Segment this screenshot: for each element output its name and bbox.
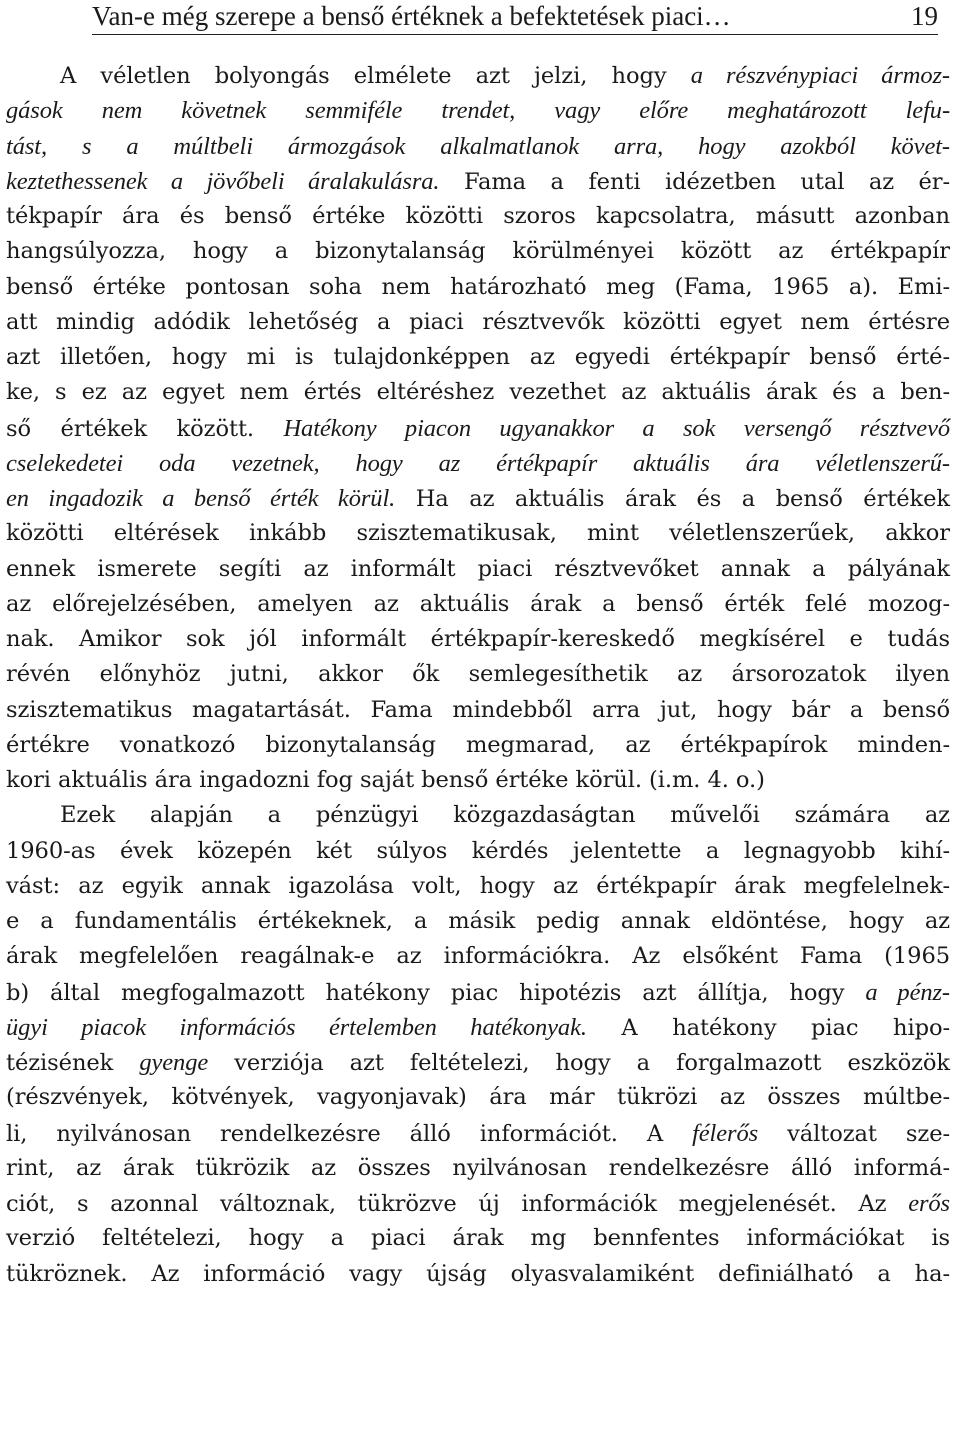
text-line: [6, 375, 950, 410]
text-segment: közötti eltérések inkább szisztematikusak, mint véletlenszerűek, akkor: [6, 520, 950, 547]
italic-text: keztethessenek a jövőbeli áralakulásra.: [6, 167, 440, 195]
text-segment: rint, az árak tükrözik az összes nyilvánosan rendelkezésre álló informá-: [6, 1154, 950, 1181]
text-line: [6, 58, 950, 93]
italic-text: félerős: [692, 1119, 759, 1147]
text-line: [6, 340, 950, 375]
text-segment: változat sze-: [758, 1120, 950, 1147]
text-line: [6, 1221, 950, 1256]
text-segment: e a fundamentális értékeknek, a másik pedig annak eldöntése, hogy az: [6, 908, 950, 934]
text-line: [6, 1151, 950, 1186]
text-segment: kori aktuális ára ingadozni fog saját benső értéke körül. (i.m. 4. o.): [6, 767, 765, 793]
text-line: [6, 129, 950, 164]
text-segment: A véletlen bolyongás elmélete azt jelzi, hogy: [60, 63, 691, 89]
text-segment: (részvények, kötvények, vagyonjavak) ára már tükrözi az összes múltbe-: [6, 1084, 950, 1111]
text-line: [6, 869, 950, 904]
text-line: [6, 270, 950, 305]
text-segment: b) által megfogalmazott hatékony piac hipotézis azt állítja, hogy: [6, 979, 866, 1006]
text-segment: tékpapír ára és benső értéke közötti szoros kapcsolatra, másutt azonban: [6, 203, 950, 229]
text-line: [6, 904, 950, 939]
text-segment: 1960-as évek közepén két súlyos kérdés jelentette a legnagyobb kihí-: [6, 837, 950, 864]
text-segment: vást: az egyik annak igazolása volt, hogy az értékpapír árak megfelelnek-: [6, 872, 950, 899]
text-line: [6, 587, 950, 622]
text-line: [6, 622, 950, 657]
italic-text: tást, s a múltbeli ármozgások alkalmatlanok arra, hogy azokból követ-: [6, 132, 950, 160]
text-line: [6, 199, 950, 234]
italic-text: gyenge: [139, 1049, 209, 1076]
italic-text: erős: [908, 1190, 950, 1217]
text-segment: li, nyilvánosan rendelkezésre álló információt. A: [6, 1120, 693, 1147]
text-segment: Ha az aktuális árak és a benső értékek: [395, 486, 950, 512]
text-segment: verzió feltételezi, hogy a piaci árak mg bennfentes információkat is: [6, 1225, 950, 1252]
page-number: 19: [911, 1, 938, 31]
text-line: [6, 1080, 950, 1115]
text-line: [6, 834, 950, 869]
text-segment: szisztematikus magatartását. Fama mindebből arra jut, hogy bár a benső: [6, 696, 950, 723]
text-line: [6, 763, 950, 798]
text-segment: verziója azt feltételezi, hogy a forgalmazott eszközök: [208, 1050, 951, 1076]
text-line: [6, 552, 950, 587]
text-segment: benső értéke pontosan soha nem határozható meg (Fama, 1965 a). Emi-: [6, 273, 950, 300]
text-line: [6, 1257, 950, 1292]
text-line: [6, 481, 950, 516]
text-segment: hangsúlyozza, hogy a bizonytalanság körülményei között az értékpapír: [6, 238, 950, 265]
text-line: [6, 693, 950, 728]
text-line: [6, 728, 950, 763]
text-line: [6, 516, 950, 551]
text-segment: azt illetően, hogy mi is tulajdonképpen az egyedi értékpapír benső érté-: [6, 344, 950, 370]
text-segment: tükröznek. Az információ vagy újság olyasvalamiként definiálható a ha-: [6, 1260, 950, 1287]
text-line: [6, 939, 950, 974]
text-line: [6, 798, 950, 833]
text-line: [6, 1186, 950, 1221]
text-line: [6, 975, 950, 1010]
italic-text: Hatékony piacon ugyanakkor a sok versengő résztvevő: [283, 414, 950, 442]
text-line: [6, 1045, 950, 1080]
italic-text: a pénz-: [865, 978, 950, 1006]
text-line: [6, 234, 950, 269]
text-segment: Fama a fenti idézetben utal az ér-: [439, 168, 950, 195]
body-text: [6, 58, 950, 1292]
text-segment: Ezek alapján a pénzügyi közgazdaságtan művelői számára az: [60, 802, 950, 829]
italic-text: en ingadozik a benső érték körül.: [6, 485, 396, 512]
text-segment: értékre vonatkozó bizonytalanság megmarad, az értékpapírok minden-: [6, 731, 950, 758]
italic-text: ügyi piacok információs értelemben hatékonyak.: [6, 1013, 587, 1041]
text-line: [6, 305, 950, 340]
italic-text: gások nem követnek semmiféle trendet, vagy előre meghatározott lefu-: [6, 97, 950, 125]
text-line: [6, 1010, 950, 1045]
text-line: [6, 1116, 950, 1151]
running-title: Van-e még szerepe a benső értéknek a befektetések piaci…: [92, 1, 731, 31]
italic-text: cselekedetei oda vezetnek, hogy az értékpapír aktuális ára véletlenszerű-: [6, 449, 950, 477]
text-segment: ciót, s azonnal változnak, tükrözve új információk megjelenését. Az: [6, 1191, 909, 1217]
text-segment: árak megfelelően reagálnak-e az információkra. Az elsőként Fama (1965: [6, 943, 950, 970]
text-segment: att mindig adódik lehetőség a piaci résztvevők közötti egyet nem értésre: [6, 308, 950, 335]
text-line: [6, 657, 950, 692]
text-segment: nak. Amikor sok jól informált értékpapír-kereskedő megkísérel e tudás: [6, 626, 950, 652]
text-segment: révén előnyhöz jutni, akkor ők semlegesíthetik az ársorozatok ilyen: [6, 661, 950, 688]
text-segment: az előrejelzésében, amelyen az aktuális árak a benső érték felé mozog-: [6, 590, 950, 617]
running-header: [92, 0, 938, 35]
text-line: [6, 93, 950, 128]
text-line: [6, 411, 950, 446]
italic-text: a részvénypiaci ármoz-: [690, 62, 950, 89]
text-segment: A hatékony piac hipo-: [586, 1014, 950, 1041]
text-line: [6, 446, 950, 481]
text-line: [6, 164, 950, 199]
text-segment: tézisének: [6, 1050, 140, 1076]
text-segment: ke, s ez az egyet nem értés eltéréshez vezethet az aktuális árak és a ben-: [6, 379, 950, 406]
text-segment: ső értékek között.: [6, 415, 284, 442]
text-segment: ennek ismerete segíti az informált piaci résztvevőket annak a pályának: [6, 555, 950, 582]
